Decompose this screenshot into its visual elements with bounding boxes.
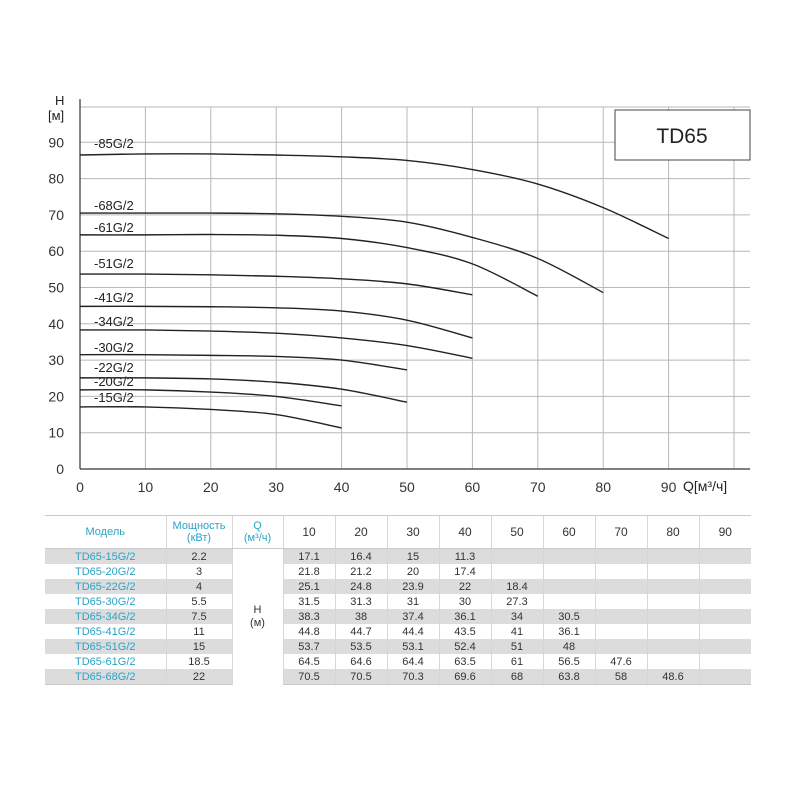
- cell-power: 15: [166, 639, 232, 654]
- y-tick-label: 0: [56, 461, 64, 477]
- cell-power: 7.5: [166, 609, 232, 624]
- cell-power: 2.2: [166, 549, 232, 565]
- cell-head-value: [647, 594, 699, 609]
- cell-head-value: 52.4: [439, 639, 491, 654]
- cell-head-value: [543, 564, 595, 579]
- cell-head-value: 22: [439, 579, 491, 594]
- header-flow: 30: [387, 516, 439, 549]
- cell-head-value: 70.3: [387, 669, 439, 685]
- cell-head-value: 15: [387, 549, 439, 565]
- cell-head-value: [595, 594, 647, 609]
- cell-head-value: 53.5: [335, 639, 387, 654]
- x-tick-label: 50: [399, 479, 415, 495]
- cell-head-value: 18.4: [491, 579, 543, 594]
- cell-head-value: 21.2: [335, 564, 387, 579]
- cell-head-value: 21.8: [283, 564, 335, 579]
- cell-head-value: 44.4: [387, 624, 439, 639]
- x-tick-label: 90: [660, 479, 677, 495]
- cell-head-value: 37.4: [387, 609, 439, 624]
- curve-label: -51G/2: [94, 256, 134, 271]
- cell-model: TD65-20G/2: [74, 565, 136, 578]
- cell-power: 5.5: [166, 594, 232, 609]
- cell-head-value: 70.5: [335, 669, 387, 685]
- cell-head-value: [595, 549, 647, 565]
- header-flow: 10: [283, 516, 335, 549]
- cell-head-value: [647, 639, 699, 654]
- cell-head-value: 11.3: [439, 549, 491, 565]
- cell-head-value: 20: [387, 564, 439, 579]
- cell-head-value: 44.7: [335, 624, 387, 639]
- curve-label: -22G/2: [94, 360, 134, 375]
- table-row: [45, 609, 751, 624]
- table-body: [45, 549, 751, 685]
- curve-label: -41G/2: [94, 290, 134, 305]
- y-tick-label: 50: [48, 279, 64, 296]
- y-tick-label: 10: [48, 424, 64, 441]
- table-row: [45, 624, 751, 639]
- x-tick-label: 30: [268, 479, 284, 495]
- performance-curves: [80, 154, 669, 428]
- cell-head-value: [647, 549, 699, 565]
- curve-label: -30G/2: [94, 340, 134, 355]
- cell-head-value: 63.5: [439, 654, 491, 669]
- axis-ticks: [48, 134, 676, 495]
- curve-label: -20G/2: [94, 374, 134, 389]
- cell-head-value: 53.7: [283, 639, 335, 654]
- cell-power: 22: [166, 669, 232, 685]
- performance-table: [45, 515, 751, 685]
- cell-head-value: [647, 609, 699, 624]
- x-tick-label: 70: [530, 479, 546, 495]
- y-tick-label: 60: [48, 243, 64, 260]
- cell-model: TD65-22G/2: [45, 579, 166, 594]
- cell-head-value: [647, 654, 699, 669]
- curve-label: -68G/2: [94, 198, 134, 213]
- cell-head-value: [699, 654, 751, 669]
- cell-head-value: 43.5: [439, 624, 491, 639]
- cell-model: TD65-34G/2: [45, 609, 166, 624]
- cell-head-value: 31.5: [283, 594, 335, 609]
- cell-head-value: 53.1: [387, 639, 439, 654]
- x-tick-label: 0: [76, 479, 84, 495]
- table-row: [45, 564, 751, 579]
- cell-head-value: 48: [543, 639, 595, 654]
- cell-head-value: [699, 609, 751, 624]
- cell-head-value: 31: [387, 594, 439, 609]
- cell-head-value: [699, 549, 751, 565]
- table-row: [45, 594, 751, 609]
- header-flow: 90: [699, 516, 751, 549]
- cell-head-value: 70.5: [283, 669, 335, 685]
- table-row: [45, 639, 751, 654]
- y-tick-label: 80: [48, 170, 64, 187]
- cell-head-value: 38: [335, 609, 387, 624]
- table-row: [45, 669, 751, 685]
- chart-title-box: [615, 110, 750, 160]
- cell-head-value: 41: [491, 624, 543, 639]
- chart-title: TD65: [656, 125, 708, 148]
- curve-label: -34G/2: [94, 314, 134, 329]
- cell-head-value: 30.5: [543, 609, 595, 624]
- x-axis-label: Q[м³/ч]: [683, 478, 728, 494]
- cell-head-value: 16.4: [335, 549, 387, 565]
- curve-label: -85G/2: [94, 136, 134, 151]
- y-tick-label: 30: [48, 352, 64, 369]
- cell-head-value: 51: [491, 639, 543, 654]
- cell-model: TD65-41G/2: [74, 625, 136, 638]
- header-flow: 50: [491, 516, 543, 549]
- cell-head-value: [647, 564, 699, 579]
- cell-power: 11: [166, 624, 232, 639]
- cell-head-value: 64.6: [335, 654, 387, 669]
- table-row: [45, 654, 751, 669]
- cell-head-value: 44.8: [283, 624, 335, 639]
- cell-head-value: [543, 594, 595, 609]
- x-tick-label: 80: [595, 479, 611, 495]
- cell-head-value: 48.6: [647, 669, 699, 685]
- curve-label: -15G/2: [94, 390, 134, 405]
- cell-model: TD65-15G/2: [45, 549, 166, 565]
- x-tick-label: 10: [137, 479, 154, 495]
- cell-head-value: 47.6: [595, 654, 647, 669]
- cell-head-value: [595, 624, 647, 639]
- cell-head-value: 56.5: [543, 654, 595, 669]
- cell-head-value: 24.8: [335, 579, 387, 594]
- cell-model: TD65-30G/2: [74, 595, 136, 608]
- cell-model: TD65-61G/2: [74, 655, 136, 668]
- cell-head-value: 64.4: [387, 654, 439, 669]
- cell-head-value: 17.4: [439, 564, 491, 579]
- cell-head-value: 58: [595, 669, 647, 685]
- header-model: Модель: [45, 516, 166, 549]
- cell-head-value: 69.6: [439, 669, 491, 685]
- cell-power: 3: [166, 564, 232, 579]
- cell-head-value: [699, 669, 751, 685]
- curve-85g2: [80, 154, 669, 239]
- y-tick-label: 20: [48, 388, 64, 405]
- x-tick-label: 20: [203, 479, 219, 495]
- cell-head-value: [491, 549, 543, 565]
- x-tick-label: 40: [333, 479, 350, 495]
- header-flow: 60: [543, 516, 595, 549]
- cell-head-value: [543, 579, 595, 594]
- cell-head-value: [647, 624, 699, 639]
- y-tick-label: 40: [48, 315, 64, 332]
- cell-head-value: [543, 549, 595, 565]
- header-q: Q (м³/ч): [232, 516, 283, 549]
- curve-label: -61G/2: [94, 220, 134, 235]
- cell-head-value: [699, 594, 751, 609]
- cell-head-value: 25.1: [283, 579, 335, 594]
- cell-model: TD65-68G/2: [45, 669, 166, 685]
- cell-head-value: 23.9: [387, 579, 439, 594]
- table-row: [45, 549, 751, 565]
- cell-head-value: [647, 579, 699, 594]
- cell-head-value: 31.3: [335, 594, 387, 609]
- y-tick-label: 90: [48, 134, 64, 151]
- curve-61g2: [80, 234, 538, 296]
- cell-head-value: [595, 639, 647, 654]
- cell-head-value: 38.3: [283, 609, 335, 624]
- cell-power: 4: [166, 579, 232, 594]
- cell-head-value: 63.8: [543, 669, 595, 685]
- cell-head-value: [699, 579, 751, 594]
- cell-head-value: [595, 564, 647, 579]
- cell-head-value: 61: [491, 654, 543, 669]
- table-row: [45, 579, 751, 594]
- curve-labels: [94, 136, 134, 405]
- cell-h-unit: H (м): [232, 549, 283, 685]
- cell-head-value: [699, 564, 751, 579]
- cell-head-value: 36.1: [543, 624, 595, 639]
- cell-head-value: 68: [491, 669, 543, 685]
- header-power: Мощность (кВт): [166, 516, 232, 549]
- cell-head-value: 64.5: [283, 654, 335, 669]
- header-flow: 40: [439, 516, 491, 549]
- cell-power: 18.5: [166, 654, 232, 669]
- y-axis-label: H [м]: [48, 93, 65, 123]
- cell-model: TD65-51G/2: [45, 639, 166, 654]
- y-tick-label: 70: [48, 206, 64, 223]
- cell-head-value: 36.1: [439, 609, 491, 624]
- cell-head-value: [491, 564, 543, 579]
- header-flow: 20: [335, 516, 387, 549]
- cell-head-value: [595, 579, 647, 594]
- table-header-row: [45, 516, 751, 549]
- cell-head-value: 27.3: [491, 594, 543, 609]
- cell-head-value: 30: [439, 594, 491, 609]
- header-flow: 70: [595, 516, 647, 549]
- cell-head-value: [595, 609, 647, 624]
- header-flow: 80: [647, 516, 699, 549]
- cell-head-value: [699, 639, 751, 654]
- cell-head-value: 17.1: [283, 549, 335, 565]
- x-tick-label: 60: [464, 479, 481, 495]
- cell-head-value: [699, 624, 751, 639]
- cell-head-value: 34: [491, 609, 543, 624]
